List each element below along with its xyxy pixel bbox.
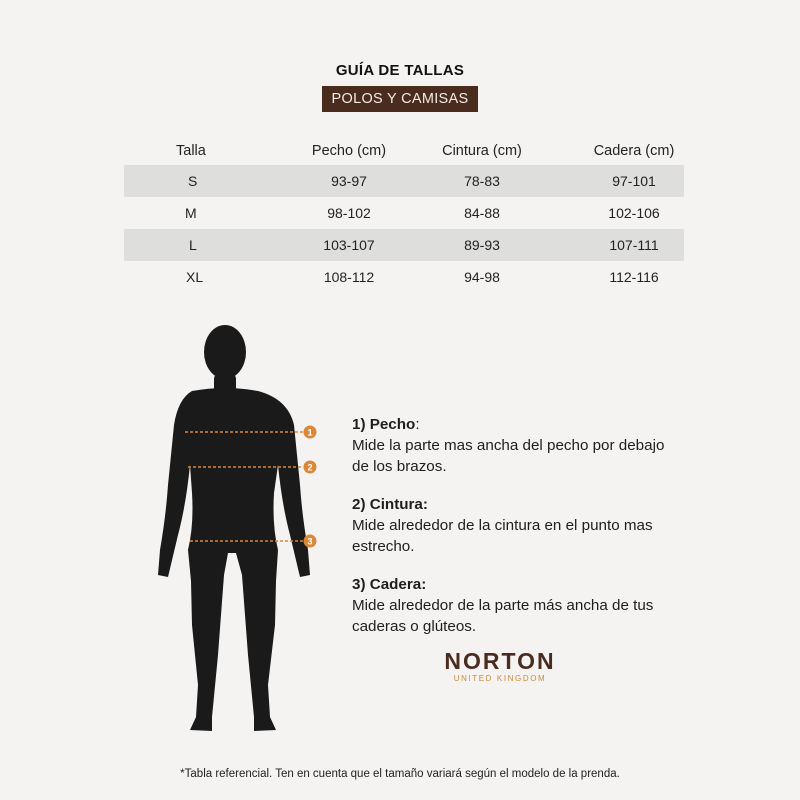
note-heading: 3) Cadera: bbox=[352, 576, 427, 593]
cell-chest: 93-97 bbox=[331, 173, 367, 189]
note-waist bbox=[352, 494, 682, 557]
size-table bbox=[124, 137, 684, 293]
page-subtitle-badge: POLOS Y CAMISAS bbox=[322, 86, 478, 112]
note-heading: 2) Cintura: bbox=[352, 496, 428, 513]
marker-hip: 3 bbox=[307, 536, 313, 547]
cell-size: S bbox=[188, 173, 198, 189]
table-row bbox=[124, 197, 684, 229]
table-header bbox=[124, 137, 684, 165]
cell-size: XL bbox=[186, 269, 204, 285]
table-row bbox=[124, 229, 684, 261]
table-row bbox=[124, 165, 684, 197]
body-silhouette-figure bbox=[150, 325, 330, 745]
note-text: Mide alrededor de la parte más ancha de tus caderas o glúteos. bbox=[352, 597, 654, 635]
column-header-size: Talla bbox=[176, 143, 206, 159]
measurement-instructions bbox=[352, 414, 682, 654]
marker-waist: 2 bbox=[307, 462, 313, 473]
footnote: *Tabla referencial. Ten en cuenta que el tamaño variará según el modelo de la prenda. bbox=[180, 768, 620, 780]
cell-chest: 103-107 bbox=[323, 237, 375, 253]
page-title: GUÍA DE TALLAS bbox=[335, 62, 465, 79]
cell-size: L bbox=[189, 237, 197, 253]
note-chest: 1) Pecho: Mide la parte mas ancha del pecho por debajo de los brazos. bbox=[352, 416, 665, 475]
cell-waist: 89-93 bbox=[464, 237, 500, 253]
note-hip bbox=[352, 574, 682, 637]
brand-tagline: UNITED KINGDOM bbox=[453, 674, 547, 683]
column-header-hip: Cadera (cm) bbox=[593, 143, 675, 159]
brand-logo bbox=[400, 648, 600, 684]
cell-hip: 107-111 bbox=[609, 237, 659, 253]
note-heading: 1) Pecho bbox=[352, 416, 416, 433]
column-header-chest: Pecho (cm) bbox=[311, 143, 387, 159]
cell-hip: 112-116 bbox=[609, 269, 659, 285]
note-text: Mide alrededor de la cintura en el punto mas estrecho. bbox=[352, 517, 653, 555]
brand-name: NORTON bbox=[444, 648, 556, 674]
cell-chest: 98-102 bbox=[327, 205, 371, 221]
cell-chest: 108-112 bbox=[323, 269, 375, 285]
cell-hip: 97-101 bbox=[612, 173, 656, 189]
marker-chest: 1 bbox=[307, 427, 313, 438]
silhouette-icon bbox=[158, 325, 313, 731]
cell-size: M bbox=[185, 205, 197, 221]
cell-waist: 84-88 bbox=[464, 205, 500, 221]
cell-waist: 78-83 bbox=[464, 173, 500, 189]
cell-hip: 102-106 bbox=[608, 205, 660, 221]
table-row bbox=[124, 261, 684, 293]
note-text: Mide la parte mas ancha del pecho por debajo de los brazos. bbox=[352, 437, 665, 475]
cell-waist: 94-98 bbox=[464, 269, 500, 285]
column-header-waist: Cintura (cm) bbox=[442, 143, 522, 159]
